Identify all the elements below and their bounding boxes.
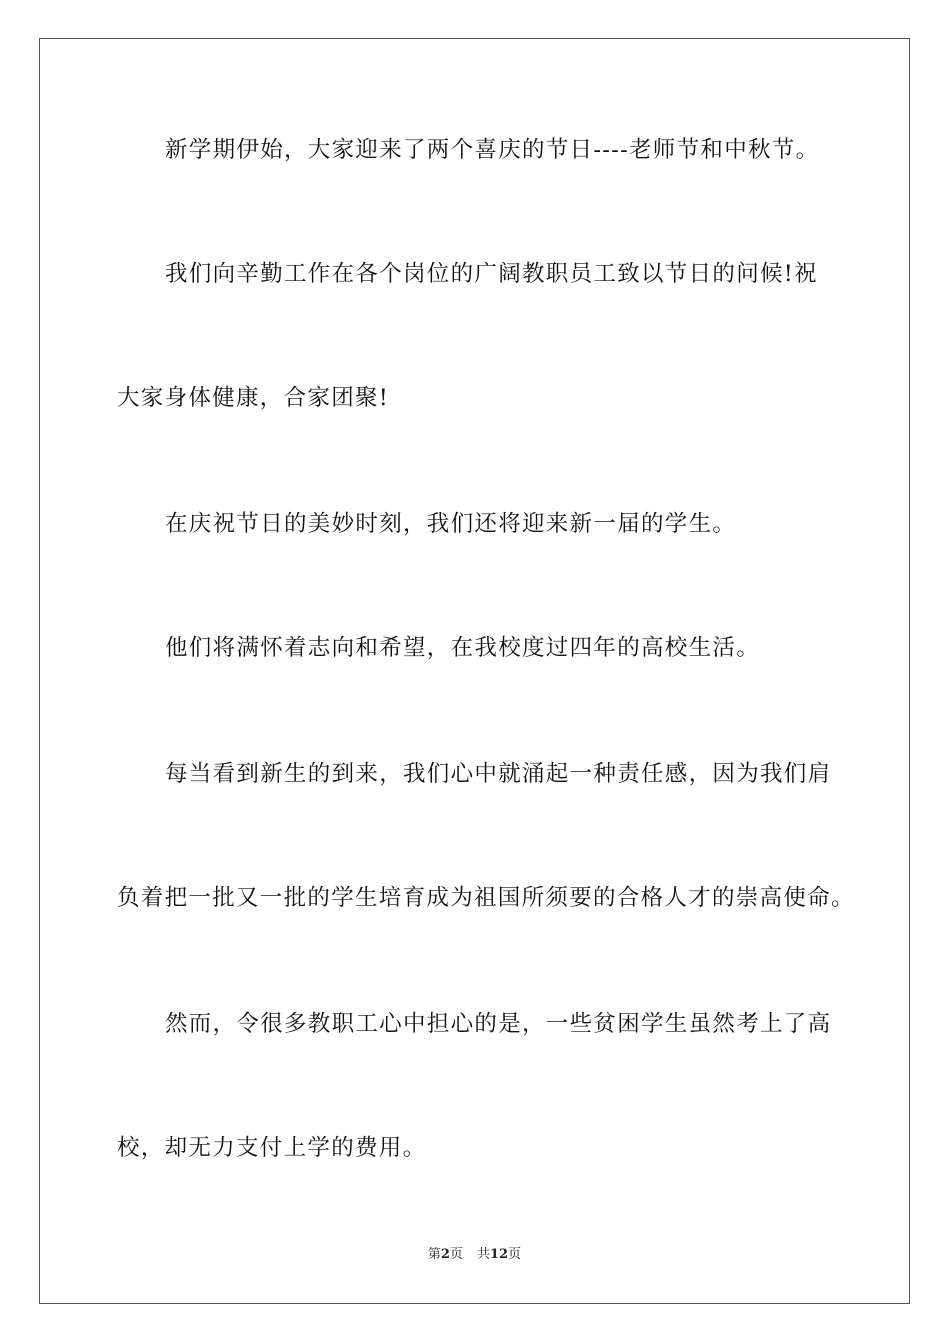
page-number: 2: [440, 1247, 450, 1262]
paragraph-line-4: 在庆祝节日的美妙时刻，我们还将迎来新一届的学生。: [165, 511, 737, 537]
page-footer: [40, 1246, 909, 1264]
paragraph-line-5: 他们将满怀着志向和希望，在我校度过四年的高校生活。: [165, 635, 761, 661]
total-suffix: 页: [508, 1247, 522, 1262]
paragraph-line-9: 校，却无力支付上学的费用。: [117, 1135, 427, 1161]
paragraph-line-1: 新学期伊始，大家迎来了两个喜庆的节日----老师节和中秋节。: [165, 137, 820, 163]
page-suffix: 页: [449, 1247, 463, 1262]
document-page: [39, 38, 910, 1304]
paragraph-line-3: 大家身体健康，合家团聚!: [117, 385, 390, 411]
total-prefix: 共: [476, 1247, 490, 1262]
paragraph-line-2: 我们向辛勤工作在各个岗位的广阔教职员工致以节日的问候!祝: [165, 261, 818, 287]
paragraph-line-8: 然而，令很多教职工心中担心的是，一些贫困学生虽然考上了高: [165, 1011, 832, 1037]
page-prefix: 第: [427, 1247, 441, 1262]
paragraph-line-7: 负着把一批又一批的学生培育成为祖国所须要的合格人才的崇高使命。: [117, 885, 855, 911]
paragraph-line-6: 每当看到新生的到来，我们心中就涌起一种责任感，因为我们肩: [165, 761, 832, 787]
total-pages: 12: [489, 1247, 509, 1262]
